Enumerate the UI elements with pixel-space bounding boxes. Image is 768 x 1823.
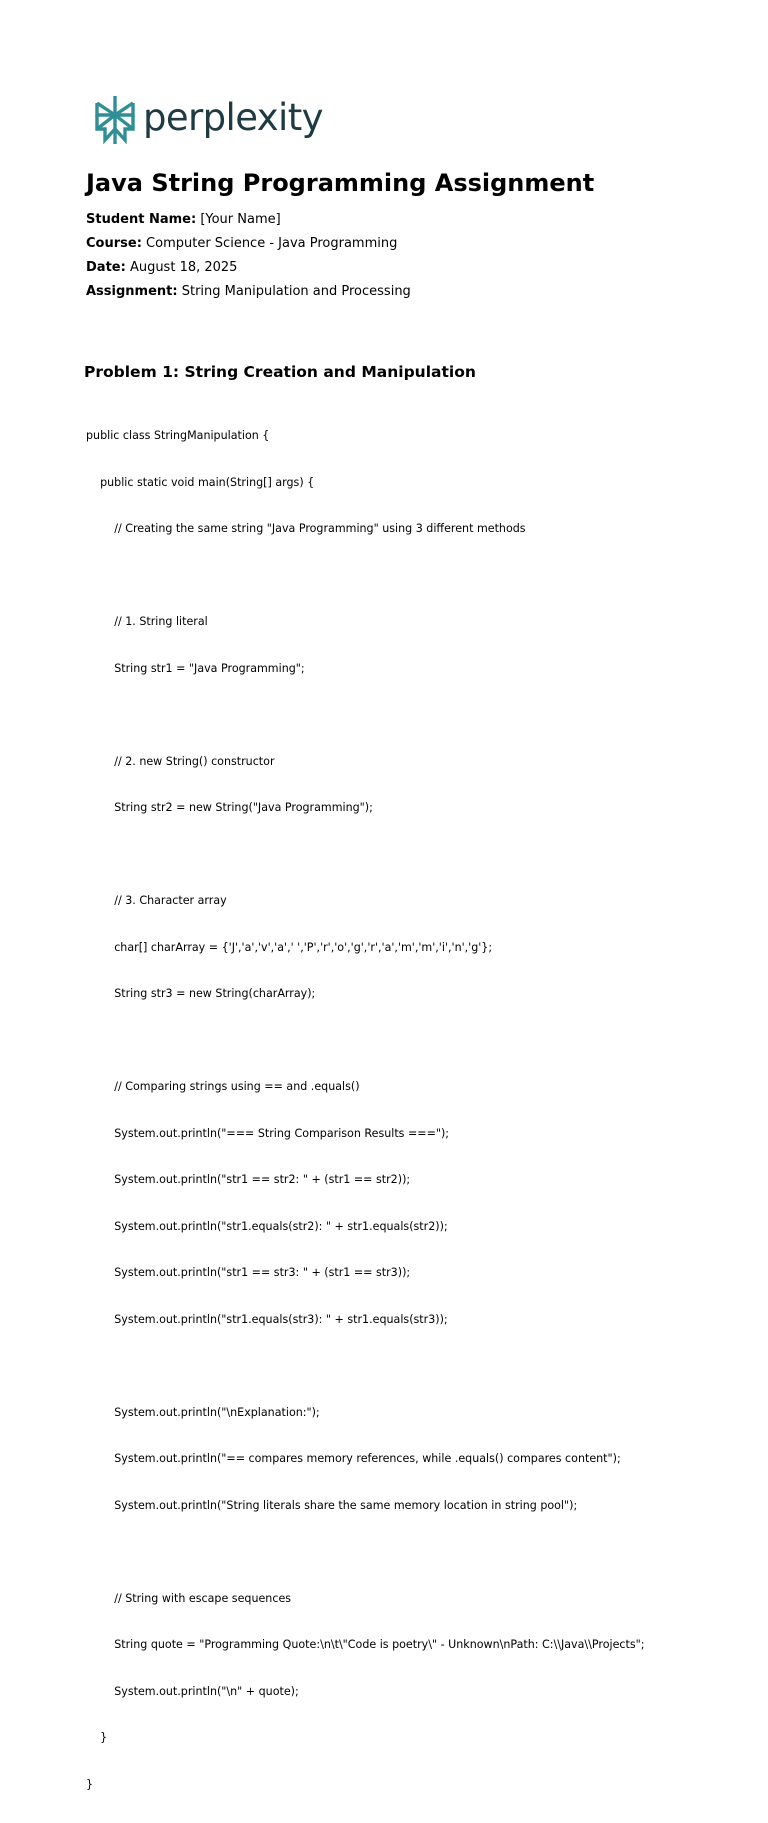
code-line: // String with escape sequences [86, 1591, 292, 1605]
code-line: } [86, 1731, 108, 1744]
meta-label: Assignment: [86, 284, 178, 299]
code-line [86, 1033, 644, 1049]
meta-value: Computer Science - Java Programming [146, 236, 398, 251]
meta-label: Student Name: [86, 212, 197, 227]
code-line: // 1. String literal [86, 615, 208, 628]
assignment-meta [86, 208, 706, 304]
code-line: // 2. new String() constructor [86, 754, 275, 768]
brand-name: perplexity [143, 95, 323, 139]
code-line: // Comparing strings using == and .equals() [86, 1080, 360, 1093]
code-line: System.out.println("=== String Comparison Results ==="); [86, 1126, 450, 1140]
code-line: String str2 = new String("Java Programming"); [86, 801, 373, 814]
code-line: System.out.println("str1.equals(str3): " + str1.equals(str3)); [86, 1312, 448, 1326]
problem-heading: Problem 1: String Creation and Manipulation [84, 363, 476, 381]
code-line: String str1 = "Java Programming"; [86, 661, 305, 675]
code-line: char[] charArray = {'J','a','v','a',' ','P','r','o','g','r','a','m','m','i','n','g'}; [86, 940, 493, 954]
code-line: System.out.println("str1.equals(str2): " + str1.equals(str2)); [86, 1219, 448, 1233]
code-line: public static void main(String[] args) { [86, 475, 315, 489]
meta-label: Course: [86, 236, 142, 251]
code-line [86, 707, 644, 723]
code-block [86, 397, 644, 1823]
meta-course [86, 232, 706, 256]
meta-label: Date: [86, 260, 126, 275]
code-line: } [86, 1777, 94, 1791]
code-line: String quote = "Programming Quote:\n\t\"Code is poetry\" - Unknown\nPath: C:\\Java\\Projects"; [86, 1638, 645, 1651]
meta-value: String Manipulation and Processing [181, 284, 411, 299]
code-line: System.out.println("str1 == str2: " + (str1 == str2)); [86, 1173, 411, 1186]
code-line: System.out.println("== compares memory references, while .equals() compares content"); [86, 1452, 621, 1465]
meta-value: [Your Name] [200, 212, 281, 227]
code-line: String str3 = new String(charArray); [86, 987, 316, 1000]
meta-assignment [86, 280, 706, 304]
code-line: // 3. Character array [86, 894, 227, 907]
code-line: public class StringManipulation { [86, 429, 270, 442]
code-line: System.out.println("\n" + quote); [86, 1684, 299, 1698]
meta-date [86, 256, 706, 280]
document-title: Java String Programming Assignment [86, 169, 595, 197]
code-line: System.out.println("str1 == str3: " + (str1 == str3)); [86, 1266, 411, 1279]
code-line: // Creating the same string "Java Programming" using 3 different methods [86, 522, 526, 535]
meta-value: August 18, 2025 [129, 260, 238, 275]
code-line [86, 847, 644, 863]
meta-student-name [86, 208, 706, 232]
code-line: System.out.println("\nExplanation:"); [86, 1405, 320, 1419]
code-line [86, 1358, 644, 1374]
perplexity-logo-icon [94, 95, 136, 145]
code-line [86, 1544, 644, 1560]
brand-logo [94, 94, 323, 146]
code-line [86, 568, 644, 584]
code-line: System.out.println("String literals share the same memory location in string pool"); [86, 1498, 578, 1512]
